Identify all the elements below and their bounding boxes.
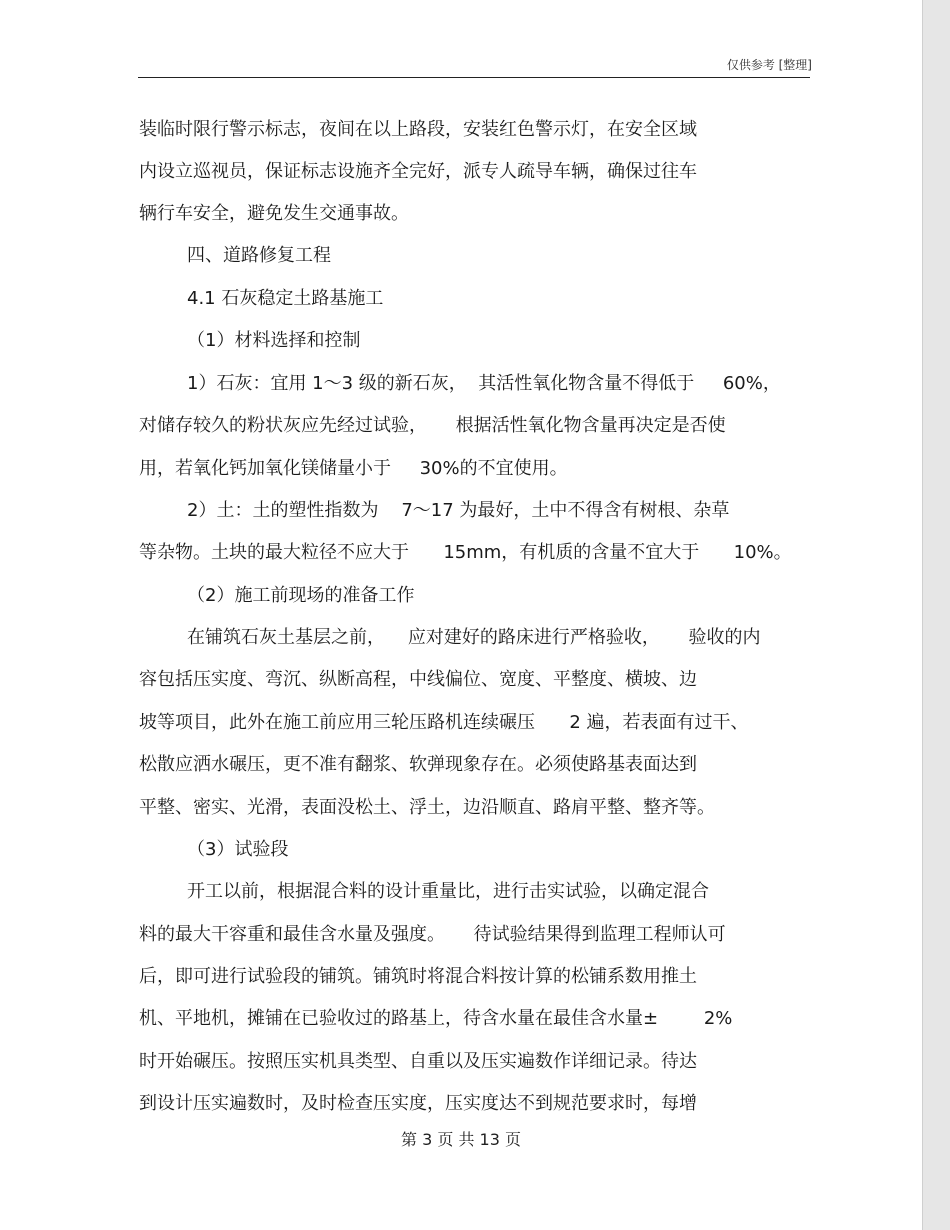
body-line: 时开始碾压。按照压实机具类型、自重以及压实遍数作详细记录。待达 bbox=[139, 1051, 697, 1072]
body-line: 容包括压实度、弯沉、纵断高程，中线偏位、宽度、平整度、横坡、边 bbox=[139, 669, 697, 690]
section-heading: 四、道路修复工程 bbox=[187, 245, 331, 266]
header-note: 仅供参考 [整理] bbox=[726, 58, 812, 72]
body-line: 2）土：土的塑性指数为 7～17 为最好，土中不得含有树根、杂草 bbox=[187, 500, 730, 521]
body-line: 在铺筑石灰土基层之前， 应对建好的路床进行严格验收， 验收的内 bbox=[187, 627, 761, 648]
body-line: 用，若氧化钙加氧化镁储量小于 30%的不宜使用。 bbox=[139, 458, 568, 479]
body-line: 后，即可进行试验段的铺筑。铺筑时将混合料按计算的松铺系数用推土 bbox=[139, 966, 697, 987]
body-line: 到设计压实遍数时，及时检查压实度，压实度达不到规范要求时，每增 bbox=[139, 1093, 697, 1114]
body-line: 开工以前，根据混合料的设计重量比，进行击实试验，以确定混合 bbox=[187, 881, 709, 902]
subsection-heading: （3）试验段 bbox=[187, 839, 289, 860]
header-rule bbox=[138, 77, 810, 78]
body-line: 等杂物。土块的最大粒径不应大于 15mm，有机质的含量不宜大于 10%。 bbox=[139, 542, 792, 563]
body-line: 机、平地机，摊铺在已验收过的路基上，待含水量在最佳含水量± 2% bbox=[139, 1008, 733, 1029]
subsection-heading: 4.1 石灰稳定土路基施工 bbox=[187, 288, 384, 309]
page-number-footer: 第 3 页 共 13 页 bbox=[401, 1130, 521, 1149]
body-line: 装临时限行警示标志，夜间在以上路段，安装红色警示灯，在安全区域 bbox=[139, 119, 697, 140]
body-line: 对储存较久的粉状灰应先经过试验， 根据活性氧化物含量再决定是否使 bbox=[139, 415, 726, 436]
body-line: 辆行车安全，避免发生交通事故。 bbox=[139, 203, 409, 224]
body-line: 坡等项目，此外在施工前应用三轮压路机连续碾压 2 遍，若表面有过干、 bbox=[139, 712, 749, 733]
body-line: 松散应洒水碾压，更不准有翻浆、软弹现象存在。必须使路基表面达到 bbox=[139, 754, 697, 775]
subsection-heading: （2）施工前现场的准备工作 bbox=[187, 585, 415, 606]
body-line: 1）石灰：宜用 1～3 级的新石灰， 其活性氧化物含量不得低于 60%， bbox=[187, 373, 781, 394]
subsection-heading: （1）材料选择和控制 bbox=[187, 330, 361, 351]
body-line: 平整、密实、光滑，表面没松土、浮土，边沿顺直、路肩平整、整齐等。 bbox=[139, 797, 715, 818]
body-line: 内设立巡视员，保证标志设施齐全完好，派专人疏导车辆，确保过往车 bbox=[139, 161, 697, 182]
body-line: 料的最大干容重和最佳含水量及强度。 待试验结果得到监理工程师认可 bbox=[139, 924, 726, 945]
